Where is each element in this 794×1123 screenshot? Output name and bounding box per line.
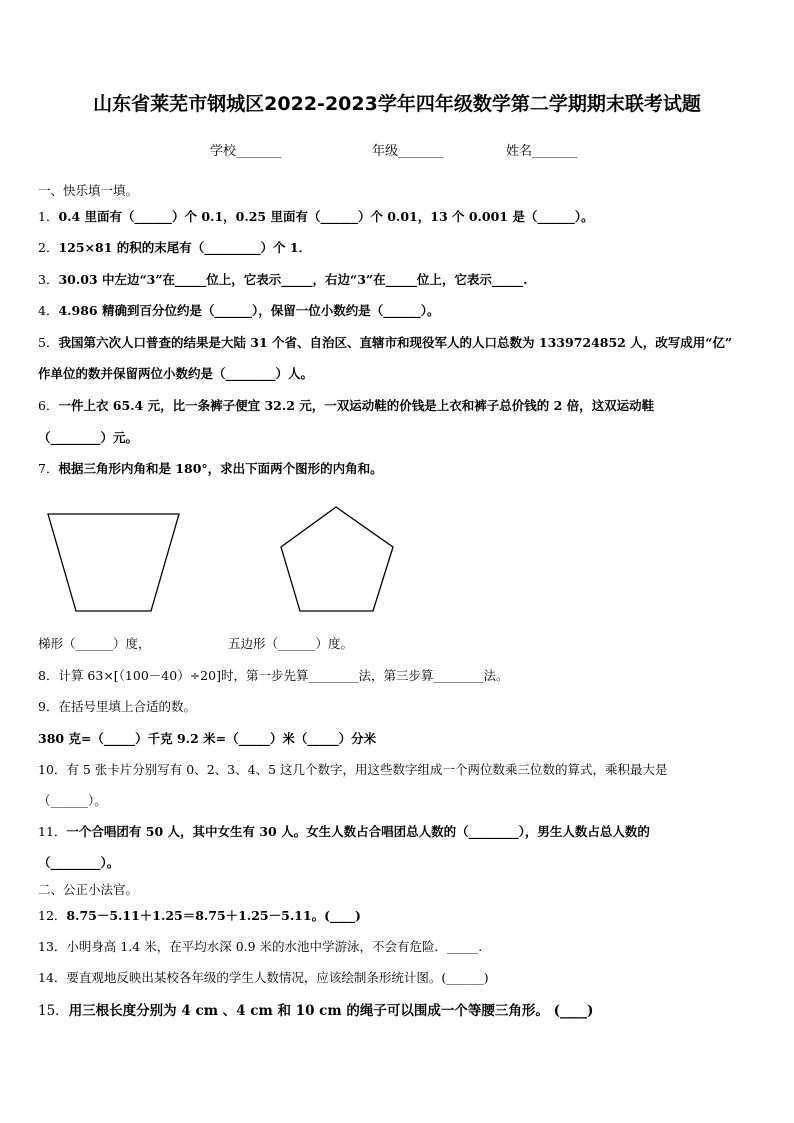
- question-10: [38, 760, 668, 778]
- question-text: 在括号里填上合适的数。: [58, 699, 196, 714]
- question-3: [38, 270, 527, 288]
- question-number: 11．: [38, 824, 67, 839]
- pentagon-figure: [279, 505, 395, 615]
- question-number: 10．: [38, 762, 67, 777]
- question-text: 有 5 张卡片分别写有 0、2、3、4、5 这几个数字，用这些数字组成一个两位数乘三位数的算式，乘积最大是: [66, 762, 668, 777]
- question-text: 380 克=（_____）千克 9.2 米=（_____）米（_____）分米: [38, 731, 377, 746]
- question-text: 根据三角形内角和是 180°，求出下面两个图形的内角和。: [58, 461, 383, 476]
- question-text: （________）。: [38, 855, 120, 870]
- question-number: 13．: [38, 939, 67, 954]
- question-text: 4.986 精确到百分位约是（______），保留一位小数约是（______）。: [58, 303, 440, 318]
- question-6-continued: [38, 428, 138, 446]
- trapezoid-answer: 梯形（______）度，: [38, 636, 151, 651]
- question-number: 7．: [38, 461, 59, 476]
- question-8: [38, 666, 508, 684]
- question-13: [38, 937, 482, 955]
- question-text: （______）。: [38, 793, 107, 808]
- question-text: 125×81 的积的末尾有（_________）个 1．: [58, 240, 312, 255]
- question-text: 一件上衣 65.4 元，比一条裤子便宜 32.2 元，一双运动鞋的价钱是上衣和裤子总价钱的 2 倍，这双运动鞋: [58, 398, 655, 413]
- question-9-continued: [38, 729, 376, 747]
- question-text: 作单位的数并保留两位小数约是（________）人。: [38, 366, 314, 381]
- question-number: 6．: [38, 398, 59, 413]
- trapezoid-figure: [46, 512, 181, 614]
- grade-field: 年级_______: [372, 144, 444, 159]
- question-5-continued: [38, 364, 313, 382]
- question-12: [38, 906, 361, 924]
- question-text: 一个合唱团有 50 人，其中女生有 30 人。女生人数占合唱团总人数的（________），男生人数占总人数的: [66, 824, 650, 839]
- question-text: 小明身高 1.4 米，在平均水深 0.9 米的水池中学游泳，不会有危险．_____.: [66, 939, 483, 954]
- pentagon-answer: 五边形（______）度。: [228, 636, 354, 651]
- question-text: 用三根长度分别为 4 cm 、4 cm 和 10 cm 的绳子可以围成一个等腰三角形。 (____): [68, 1003, 594, 1019]
- question-11-continued: [38, 853, 119, 871]
- question-number: 1．: [38, 209, 59, 224]
- question-number: 5．: [38, 335, 59, 350]
- question-6: [38, 396, 654, 414]
- question-9: [38, 697, 196, 715]
- question-text: 计算 63×[（100－40）÷20]时，第一步先算________法，第三步算________法。: [58, 668, 509, 683]
- question-text: （________）元。: [38, 430, 139, 445]
- question-text: 8.75－5.11＋1.25＝8.75＋1.25－5.11。(____): [66, 908, 361, 923]
- question-number: 9．: [38, 699, 59, 714]
- question-11: [38, 822, 650, 840]
- name-field: 姓名_______: [506, 144, 578, 159]
- question-15: [38, 999, 593, 1019]
- question-14: [38, 968, 489, 986]
- question-number: 4．: [38, 303, 59, 318]
- page-title: 山东省莱芜市钢城区2022-2023学年四年级数学第二学期期末联考试题: [93, 93, 701, 115]
- section-heading-2: 二、公正小法官。: [38, 882, 139, 897]
- question-10-continued: [38, 791, 107, 809]
- question-1: [38, 207, 594, 225]
- question-number: 15．: [38, 1003, 69, 1019]
- question-5: [38, 333, 732, 351]
- question-number: 8．: [38, 668, 59, 683]
- question-number: 14．: [38, 970, 67, 985]
- question-number: 12．: [38, 908, 67, 923]
- question-text: 要直观地反映出某校各年级的学生人数情况，应该绘制条形统计图。(______): [66, 970, 489, 985]
- question-text: 0.4 里面有（______）个 0.1，0.25 里面有（______）个 0.01，13 个 0.001 是（______）。: [58, 209, 594, 224]
- question-number: 3．: [38, 272, 59, 287]
- question-4: [38, 301, 439, 319]
- question-text: 我国第六次人口普查的结果是大陆 31 个省、自治区、直辖市和现役军人的人口总数为 1339724852 人，改写成用“亿”: [58, 335, 733, 350]
- question-text: 30.03 中左边“3”在_____位上，它表示_____，右边“3”在_____位上，它表示_____.: [58, 272, 528, 287]
- question-number: 2．: [38, 240, 59, 255]
- section-heading-1: 一、快乐填一填。: [38, 183, 139, 198]
- question-7: [38, 459, 383, 477]
- question-2: [38, 238, 311, 256]
- school-field: 学校_______: [210, 144, 282, 159]
